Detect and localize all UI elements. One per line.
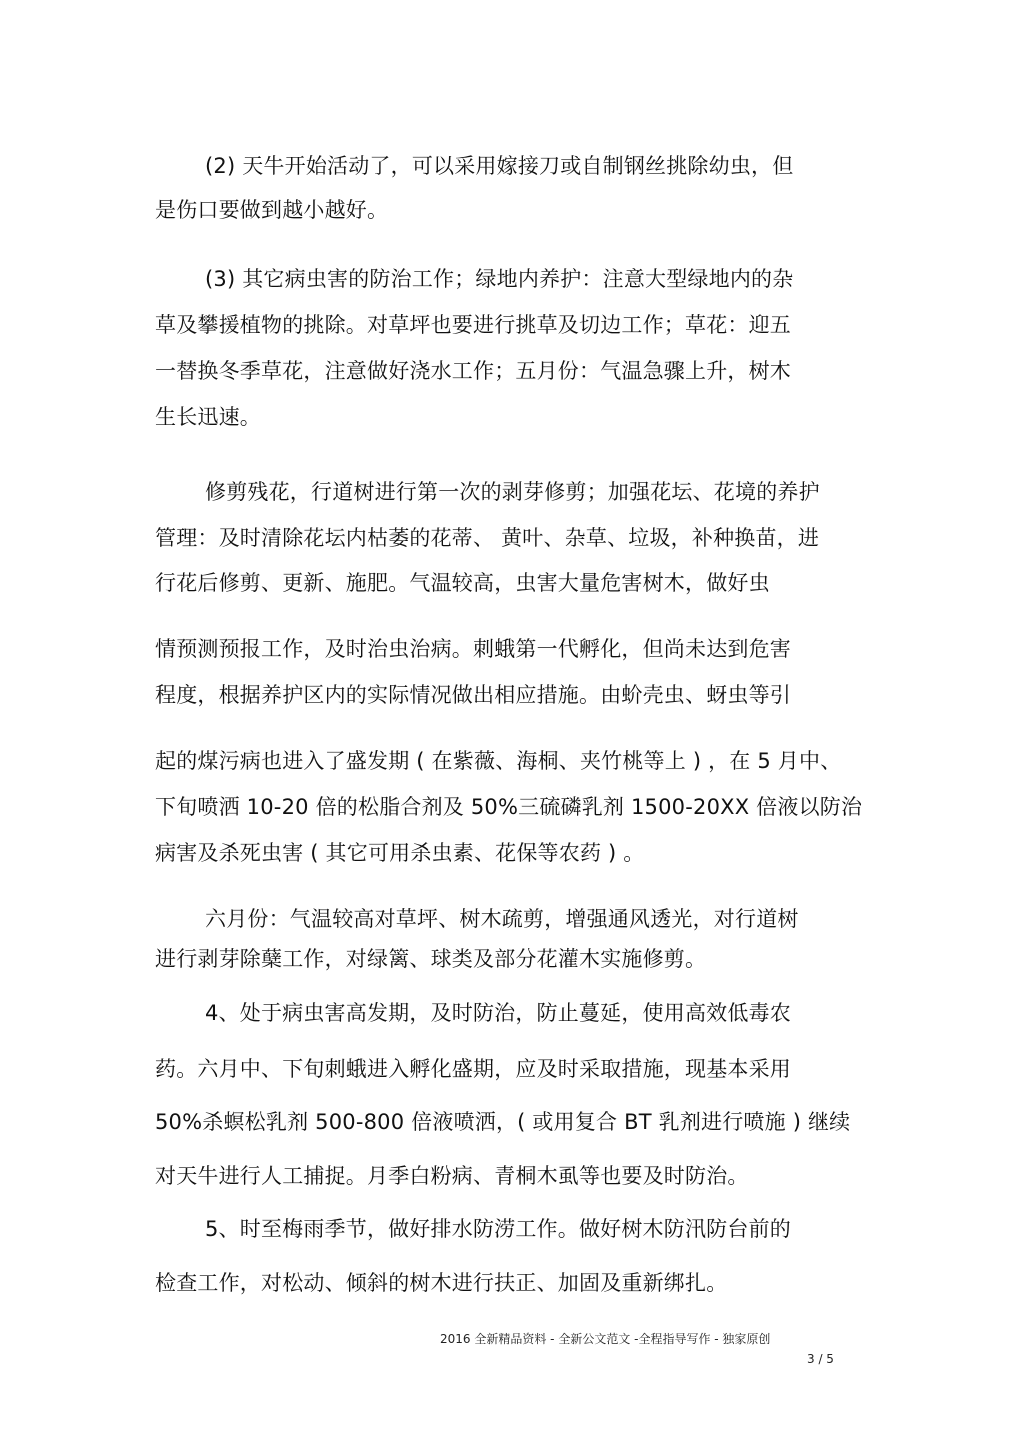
text-line: 对天牛进行人工捕捉。月季白粉病、青桐木虱等也要及时防治。 bbox=[155, 1164, 749, 1188]
text-line: 管理：及时清除花坛内枯萎的花蒂、 黄叶、杂草、垃圾，补种换苗，进 bbox=[155, 526, 820, 550]
text-line: 程度，根据养护区内的实际情况做出相应措施。由蚧壳虫、蚜虫等引 bbox=[155, 683, 791, 707]
text-line: 进行剥芽除蘖工作，对绿篱、球类及部分花灌木实施修剪。 bbox=[155, 947, 707, 971]
text-line: 修剪残花，行道树进行第一次的剥芽修剪；加强花坛、花境的养护 bbox=[205, 480, 820, 504]
text-line: (2) 天牛开始活动了，可以采用嫁接刀或自制钢丝挑除幼虫，但 bbox=[205, 154, 794, 178]
text-line: 50%杀螟松乳剂 500-800 倍液喷洒，( 或用复合 BT 乳剂进行喷施 ) 继续 bbox=[155, 1110, 851, 1134]
text-line: 是伤口要做到越小越好。 bbox=[155, 198, 389, 222]
text-line: 病害及杀死虫害 ( 其它可用杀虫素、花保等农药 ) 。 bbox=[155, 841, 645, 865]
text-line: 下旬喷洒 10-20 倍的松脂合剂及 50%三硫磷乳剂 1500-20XX 倍液以防治 bbox=[155, 795, 863, 819]
text-line: 六月份：气温较高对草坪、树木疏剪，增强通风透光，对行道树 bbox=[205, 907, 799, 931]
text-line: 检查工作，对松动、倾斜的树木进行扶正、加固及重新绑扎。 bbox=[155, 1271, 728, 1295]
text-line: 一替换冬季草花，注意做好浇水工作；五月份：气温急骤上升，树木 bbox=[155, 359, 791, 383]
text-line: 行花后修剪、更新、施肥。气温较高，虫害大量危害树木，做好虫 bbox=[155, 571, 770, 595]
text-line: 草及攀援植物的挑除。对草坪也要进行挑草及切边工作；草花：迎五 bbox=[155, 313, 791, 337]
text-line: 情预测预报工作，及时治虫治病。刺蛾第一代孵化，但尚未达到危害 bbox=[155, 637, 791, 661]
text-line: 生长迅速。 bbox=[155, 405, 261, 429]
text-line: 起的煤污病也进入了盛发期 ( 在紫薇、海桐、夹竹桃等上 ) ，在 5 月中、 bbox=[155, 749, 842, 773]
text-line: (3) 其它病虫害的防治工作；绿地内养护：注意大型绿地内的杂 bbox=[205, 267, 794, 291]
text-line: 药。六月中、下旬刺蛾进入孵化盛期，应及时采取措施，现基本采用 bbox=[155, 1057, 791, 1081]
text-line: 5、时至梅雨季节，做好排水防涝工作。做好树木防汛防台前的 bbox=[205, 1217, 791, 1241]
page-number: 3 / 5 bbox=[807, 1352, 834, 1366]
text-line: 4、处于病虫害高发期，及时防治，防止蔓延，使用高效低毒农 bbox=[205, 1001, 791, 1025]
footer-text: 2016 全新精品资料 - 全新公文范文 -全程指导写作 - 独家原创 bbox=[440, 1332, 771, 1346]
